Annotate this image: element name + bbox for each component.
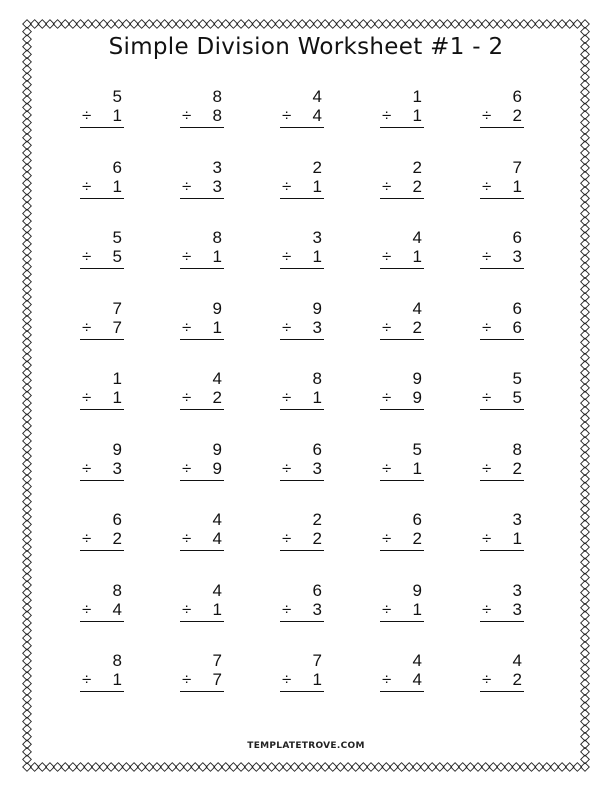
division-problem <box>462 652 562 723</box>
answer-line <box>80 339 124 340</box>
answer-line <box>80 691 124 692</box>
division-sign: ÷ <box>182 106 192 125</box>
dividend: 8 <box>112 580 122 600</box>
dividend: 8 <box>212 87 222 106</box>
division-sign: ÷ <box>482 388 492 407</box>
dividend: 5 <box>412 439 422 459</box>
divisor: 1 <box>112 176 122 196</box>
division-problem <box>162 441 262 512</box>
division-problem <box>362 229 462 300</box>
answer-line <box>80 198 124 199</box>
dividend: 9 <box>412 580 422 600</box>
division-problem <box>462 159 562 230</box>
divisor: 3 <box>312 599 322 619</box>
division-sign: ÷ <box>282 176 292 196</box>
division-sign: ÷ <box>382 670 392 689</box>
divisor: 1 <box>312 388 322 407</box>
answer-line <box>480 621 524 622</box>
dividend: 2 <box>412 157 422 177</box>
division-problem <box>62 229 162 300</box>
divisor: 2 <box>512 670 522 689</box>
division-sign: ÷ <box>382 247 392 266</box>
dividend: 9 <box>412 369 422 388</box>
division-sign: ÷ <box>482 529 492 548</box>
dividend: 9 <box>312 298 322 318</box>
division-sign: ÷ <box>282 670 292 689</box>
division-problem <box>62 370 162 441</box>
divisor: 4 <box>112 599 122 619</box>
dividend: 4 <box>212 510 222 529</box>
division-sign: ÷ <box>382 529 392 548</box>
division-problem <box>62 511 162 582</box>
dividend: 1 <box>412 87 422 106</box>
answer-line <box>380 339 424 340</box>
division-problem <box>262 441 362 512</box>
answer-line <box>280 339 324 340</box>
division-problem <box>162 582 262 653</box>
answer-line <box>380 691 424 692</box>
dividend: 3 <box>312 228 322 247</box>
answer-line <box>180 409 224 410</box>
division-sign: ÷ <box>382 106 392 125</box>
answer-line <box>480 480 524 481</box>
answer-line <box>380 409 424 410</box>
division-problem <box>162 88 262 159</box>
divisor: 1 <box>512 176 522 196</box>
division-problem <box>462 370 562 441</box>
division-problem <box>262 88 362 159</box>
division-sign: ÷ <box>382 599 392 619</box>
dividend: 6 <box>512 228 522 247</box>
division-problem <box>362 582 462 653</box>
divisor: 2 <box>212 388 222 407</box>
divisor: 7 <box>112 317 122 337</box>
answer-line <box>380 480 424 481</box>
division-sign: ÷ <box>182 388 192 407</box>
divisor: 1 <box>412 106 422 125</box>
division-sign: ÷ <box>82 670 92 689</box>
dividend: 4 <box>312 87 322 106</box>
division-problem <box>62 441 162 512</box>
division-problem <box>462 229 562 300</box>
division-problem <box>362 441 462 512</box>
divisor: 1 <box>212 599 222 619</box>
division-sign: ÷ <box>182 670 192 689</box>
division-sign: ÷ <box>282 388 292 407</box>
divisor: 2 <box>412 529 422 548</box>
dividend: 8 <box>112 651 122 670</box>
dividend: 4 <box>412 298 422 318</box>
division-sign: ÷ <box>482 599 492 619</box>
dividend: 7 <box>512 157 522 177</box>
answer-line <box>380 621 424 622</box>
answer-line <box>80 550 124 551</box>
division-problem <box>162 300 262 371</box>
divisor: 3 <box>312 317 322 337</box>
division-problem <box>62 159 162 230</box>
division-sign: ÷ <box>482 247 492 266</box>
dividend: 3 <box>512 510 522 529</box>
answer-line <box>180 480 224 481</box>
division-sign: ÷ <box>82 388 92 407</box>
dividend: 4 <box>412 651 422 670</box>
divisor: 4 <box>212 529 222 548</box>
division-sign: ÷ <box>482 458 492 478</box>
divisor: 1 <box>312 247 322 266</box>
division-problem <box>462 582 562 653</box>
division-sign: ÷ <box>382 176 392 196</box>
divisor: 1 <box>312 670 322 689</box>
division-sign: ÷ <box>282 317 292 337</box>
division-sign: ÷ <box>82 529 92 548</box>
answer-line <box>280 480 324 481</box>
division-problem <box>462 511 562 582</box>
divisor: 2 <box>512 458 522 478</box>
dividend: 7 <box>312 651 322 670</box>
dividend: 6 <box>512 87 522 106</box>
division-sign: ÷ <box>182 599 192 619</box>
answer-line <box>280 691 324 692</box>
answer-line <box>80 127 124 128</box>
page-title: Simple Division Worksheet #1 - 2 <box>108 34 504 60</box>
division-sign: ÷ <box>382 317 392 337</box>
dividend: 6 <box>112 510 122 529</box>
division-problem <box>362 370 462 441</box>
answer-line <box>280 621 324 622</box>
dividend: 6 <box>312 580 322 600</box>
division-sign: ÷ <box>82 458 92 478</box>
divisor: 2 <box>512 106 522 125</box>
divisor: 1 <box>412 247 422 266</box>
divisor: 1 <box>212 317 222 337</box>
dividend: 5 <box>112 87 122 106</box>
dividend: 5 <box>512 369 522 388</box>
division-problem <box>262 370 362 441</box>
divisor: 2 <box>412 317 422 337</box>
divisor: 3 <box>512 599 522 619</box>
divisor: 3 <box>212 176 222 196</box>
dividend: 2 <box>312 510 322 529</box>
answer-line <box>80 268 124 269</box>
divisor: 2 <box>312 529 322 548</box>
divisor: 9 <box>412 388 422 407</box>
dividend: 4 <box>512 651 522 670</box>
answer-line <box>380 127 424 128</box>
division-problem <box>462 441 562 512</box>
dividend: 8 <box>212 228 222 247</box>
division-problem <box>62 652 162 723</box>
divisor: 4 <box>412 670 422 689</box>
dividend: 7 <box>212 651 222 670</box>
answer-line <box>480 198 524 199</box>
divisor: 7 <box>212 670 222 689</box>
dividend: 6 <box>112 157 122 177</box>
dividend: 5 <box>112 228 122 247</box>
divisor: 5 <box>512 388 522 407</box>
answer-line <box>480 550 524 551</box>
division-problem <box>462 300 562 371</box>
answer-line <box>480 691 524 692</box>
answer-line <box>280 409 324 410</box>
division-sign: ÷ <box>82 176 92 196</box>
division-problem <box>362 300 462 371</box>
division-sign: ÷ <box>282 458 292 478</box>
answer-line <box>180 691 224 692</box>
divisor: 9 <box>212 458 222 478</box>
division-sign: ÷ <box>182 317 192 337</box>
divisor: 3 <box>112 458 122 478</box>
divisor: 5 <box>112 247 122 266</box>
divisor: 3 <box>312 458 322 478</box>
answer-line <box>480 409 524 410</box>
division-sign: ÷ <box>182 247 192 266</box>
answer-line <box>80 480 124 481</box>
division-problem <box>362 88 462 159</box>
division-problem <box>162 229 262 300</box>
division-problem <box>62 582 162 653</box>
division-sign: ÷ <box>182 529 192 548</box>
dividend: 6 <box>412 510 422 529</box>
dividend: 3 <box>512 580 522 600</box>
answer-line <box>80 409 124 410</box>
answer-line <box>180 268 224 269</box>
dividend: 6 <box>312 439 322 459</box>
site-credit: TEMPLATETROVE.COM <box>247 741 365 751</box>
division-sign: ÷ <box>82 599 92 619</box>
division-sign: ÷ <box>82 317 92 337</box>
division-sign: ÷ <box>82 106 92 125</box>
divisor: 3 <box>512 247 522 266</box>
divisor: 8 <box>212 106 222 125</box>
division-sign: ÷ <box>182 458 192 478</box>
division-sign: ÷ <box>482 176 492 196</box>
answer-line <box>180 198 224 199</box>
answer-line <box>180 550 224 551</box>
division-problem <box>162 652 262 723</box>
divisor: 1 <box>412 458 422 478</box>
division-problem <box>462 88 562 159</box>
divisor: 1 <box>312 176 322 196</box>
division-problem <box>262 229 362 300</box>
divisor: 1 <box>212 247 222 266</box>
dividend: 9 <box>112 439 122 459</box>
division-sign: ÷ <box>482 317 492 337</box>
dividend: 1 <box>112 369 122 388</box>
answer-line <box>480 339 524 340</box>
division-problem <box>262 511 362 582</box>
dividend: 4 <box>412 228 422 247</box>
divisor: 2 <box>412 176 422 196</box>
answer-line <box>180 127 224 128</box>
dividend: 8 <box>512 439 522 459</box>
answer-line <box>280 198 324 199</box>
division-sign: ÷ <box>282 599 292 619</box>
division-problem <box>162 511 262 582</box>
divisor: 1 <box>412 599 422 619</box>
division-sign: ÷ <box>82 247 92 266</box>
answer-line <box>380 550 424 551</box>
division-sign: ÷ <box>382 388 392 407</box>
divisor: 1 <box>112 388 122 407</box>
answer-line <box>280 127 324 128</box>
division-problem <box>162 370 262 441</box>
divisor: 1 <box>112 670 122 689</box>
division-sign: ÷ <box>282 247 292 266</box>
divisor: 6 <box>512 317 522 337</box>
dividend: 9 <box>212 439 222 459</box>
division-problem <box>362 511 462 582</box>
division-sign: ÷ <box>482 106 492 125</box>
dividend: 4 <box>212 580 222 600</box>
dividend: 2 <box>312 157 322 177</box>
answer-line <box>80 621 124 622</box>
division-sign: ÷ <box>382 458 392 478</box>
divisor: 2 <box>112 529 122 548</box>
division-problem <box>162 159 262 230</box>
division-problem <box>262 582 362 653</box>
division-problem <box>62 88 162 159</box>
dividend: 9 <box>212 298 222 318</box>
answer-line <box>280 268 324 269</box>
answer-line <box>280 550 324 551</box>
divisor: 1 <box>512 529 522 548</box>
problem-grid <box>62 88 562 723</box>
division-problem <box>362 159 462 230</box>
answer-line <box>380 268 424 269</box>
division-sign: ÷ <box>282 106 292 125</box>
answer-line <box>380 198 424 199</box>
division-problem <box>62 300 162 371</box>
dividend: 4 <box>212 369 222 388</box>
divisor: 4 <box>312 106 322 125</box>
division-sign: ÷ <box>282 529 292 548</box>
division-sign: ÷ <box>482 670 492 689</box>
dividend: 8 <box>312 369 322 388</box>
answer-line <box>480 268 524 269</box>
division-problem <box>262 300 362 371</box>
division-sign: ÷ <box>182 176 192 196</box>
divisor: 1 <box>112 106 122 125</box>
division-problem <box>262 159 362 230</box>
dividend: 6 <box>512 298 522 318</box>
division-problem <box>362 652 462 723</box>
dividend: 7 <box>112 298 122 318</box>
dividend: 3 <box>212 157 222 177</box>
answer-line <box>480 127 524 128</box>
answer-line <box>180 339 224 340</box>
answer-line <box>180 621 224 622</box>
division-problem <box>262 652 362 723</box>
